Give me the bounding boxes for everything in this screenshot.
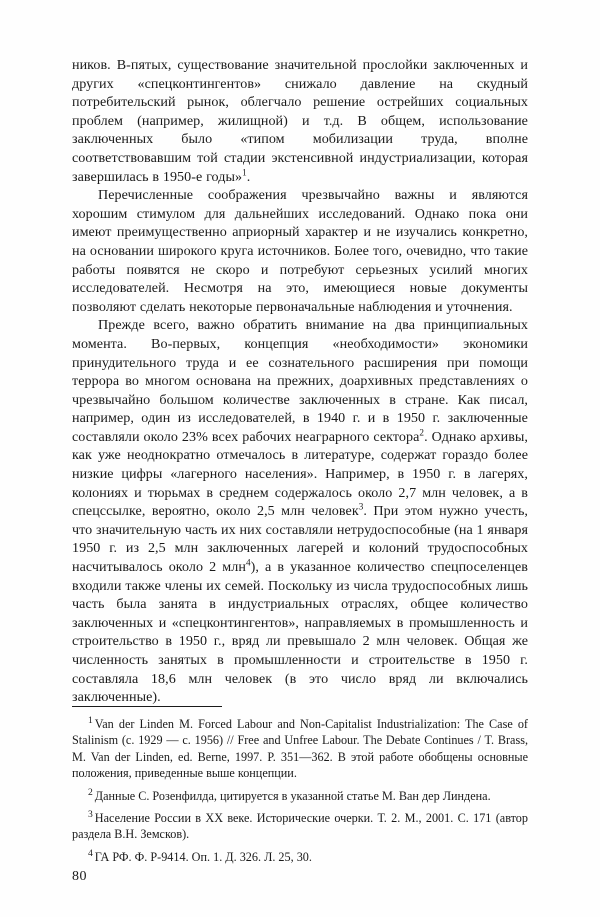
paragraph-1-text: ников. В-пятых, существование значительной прослойки заключенных и других «спецконтингентов» снижало давление на скудный потребительский рынок, облегчало решение острейших социальных проблем (например, жилищной) и т.д. В общем, использование заключенных было «типом мобилизации труда, вполне соответствовавшим той стадии экстенсивной индустриализации, которая завершилась в 1950-е годы»	[72, 57, 528, 185]
footnote-number-2: 2	[88, 786, 93, 798]
paragraph-1	[72, 56, 528, 186]
paragraph-2: Перечисленные соображения чрезвычайно важны и являются хорошим стимулом для дальнейших исследований. Однако пока они имеют преимущественно априорный характер и не изучались конкретно, на основании широкого круга источников. Более того, очевидно, что такие работы появятся не скоро и потребуют серьезных усилий многих исследователей. Несмотря на это, имеющиеся новые документы позволяют сделать некоторые первоначальные наблюдения и уточнения.	[72, 187, 528, 315]
paragraph-3-text: Прежде всего, важно обратить внимание на два принципиальных момента. Во-первых, концепция «необходимости» экономики принудительного труда и ее сознательного расширения при помощи террора во многом основана на прежних, доархивных представлениях о чрезвычайно большом количестве заключенных в стране. Как писал, например, один из исследователей, в 1940 г. и в 1950 г. заключенные составляли около 23% всех рабочих неаграрного сектора	[72, 317, 528, 445]
footnote-number-1: 1	[88, 714, 93, 726]
footnote-number-3: 3	[88, 808, 93, 820]
paragraph-3	[72, 316, 528, 706]
paragraph-1-tail: .	[246, 168, 251, 185]
footnote-ref-4[interactable]: 4	[245, 557, 251, 568]
footnote-item-2	[72, 788, 528, 804]
footnote-text-3: Население России в XX веке. Исторические очерки. Т. 2. М., 2001. С. 171 (автор раздела В.Н. Земсков).	[72, 811, 528, 842]
footnote-separator	[72, 706, 222, 707]
footnote-item-1	[72, 716, 528, 782]
footnote-text-2: Данные С. Розенфилда, цитируется в указанной статье М. Ван дер Линдена.	[94, 788, 491, 803]
footnote-number-4: 4	[88, 847, 93, 859]
paragraph-3-tail: . Однако архивы, как уже неоднократно отмечалось в литературе, содержат гораздо более низкие цифры «лагерного населения». Например, в 1950 г. в лагерях, колониях и тюрьмах в среднем содержалось около 2,7 млн человек, а в спецссылке, вероятно, около 2,5 млн человек	[72, 428, 528, 520]
page-body-text	[72, 56, 528, 707]
page-number: 80	[72, 869, 87, 884]
footnote-ref-3[interactable]: 3	[358, 501, 364, 512]
paragraph-3-tail2: . При этом нужно учесть, что значительную часть их них составляли нетрудоспособные (на 1 января 1950 г. из 2,5 млн заключенных лагерей и колоний трудоспособных насчитывалось около 2 млн	[72, 503, 528, 576]
paragraph-3-tail3: ), а в указанное количество спецпоселенцев входили также члены их семей. Поскольку из числа трудоспособных лишь часть была занята в индустриальных отраслях, общее количество заключенных и «спецконтингентов», направляемых в промышленность и строительство в 1950 г., вряд ли превышало 2 млн человек. Общая же численность занятых в промышленности и строительстве в 1950 г. составляла 18,6 млн человек (в это число вряд ли включались заключенные).	[72, 559, 529, 706]
footnote-item-4	[72, 849, 528, 865]
footnote-text-1: Van der Linden M. Forced Labour and Non-Capitalist Industrialization: The Case of Stalinism (c. 1929 — c. 1956) // Free and Unfree Labour. The Debate Continues / T. Brass, M. Van der Linden, ed. Berne, 1997. P. 351—362. В этой работе обобщены основные положения, приведенные выше концепции.	[72, 717, 528, 781]
footnote-ref-2[interactable]: 2	[419, 427, 425, 438]
footnote-ref-1[interactable]: 1	[242, 166, 247, 177]
footnote-item-3	[72, 810, 528, 843]
footnote-list	[72, 716, 528, 865]
footnote-text-4: ГА РФ. Ф. Р-9414. Оп. 1. Д. 326. Л. 25, 30.	[94, 849, 312, 864]
